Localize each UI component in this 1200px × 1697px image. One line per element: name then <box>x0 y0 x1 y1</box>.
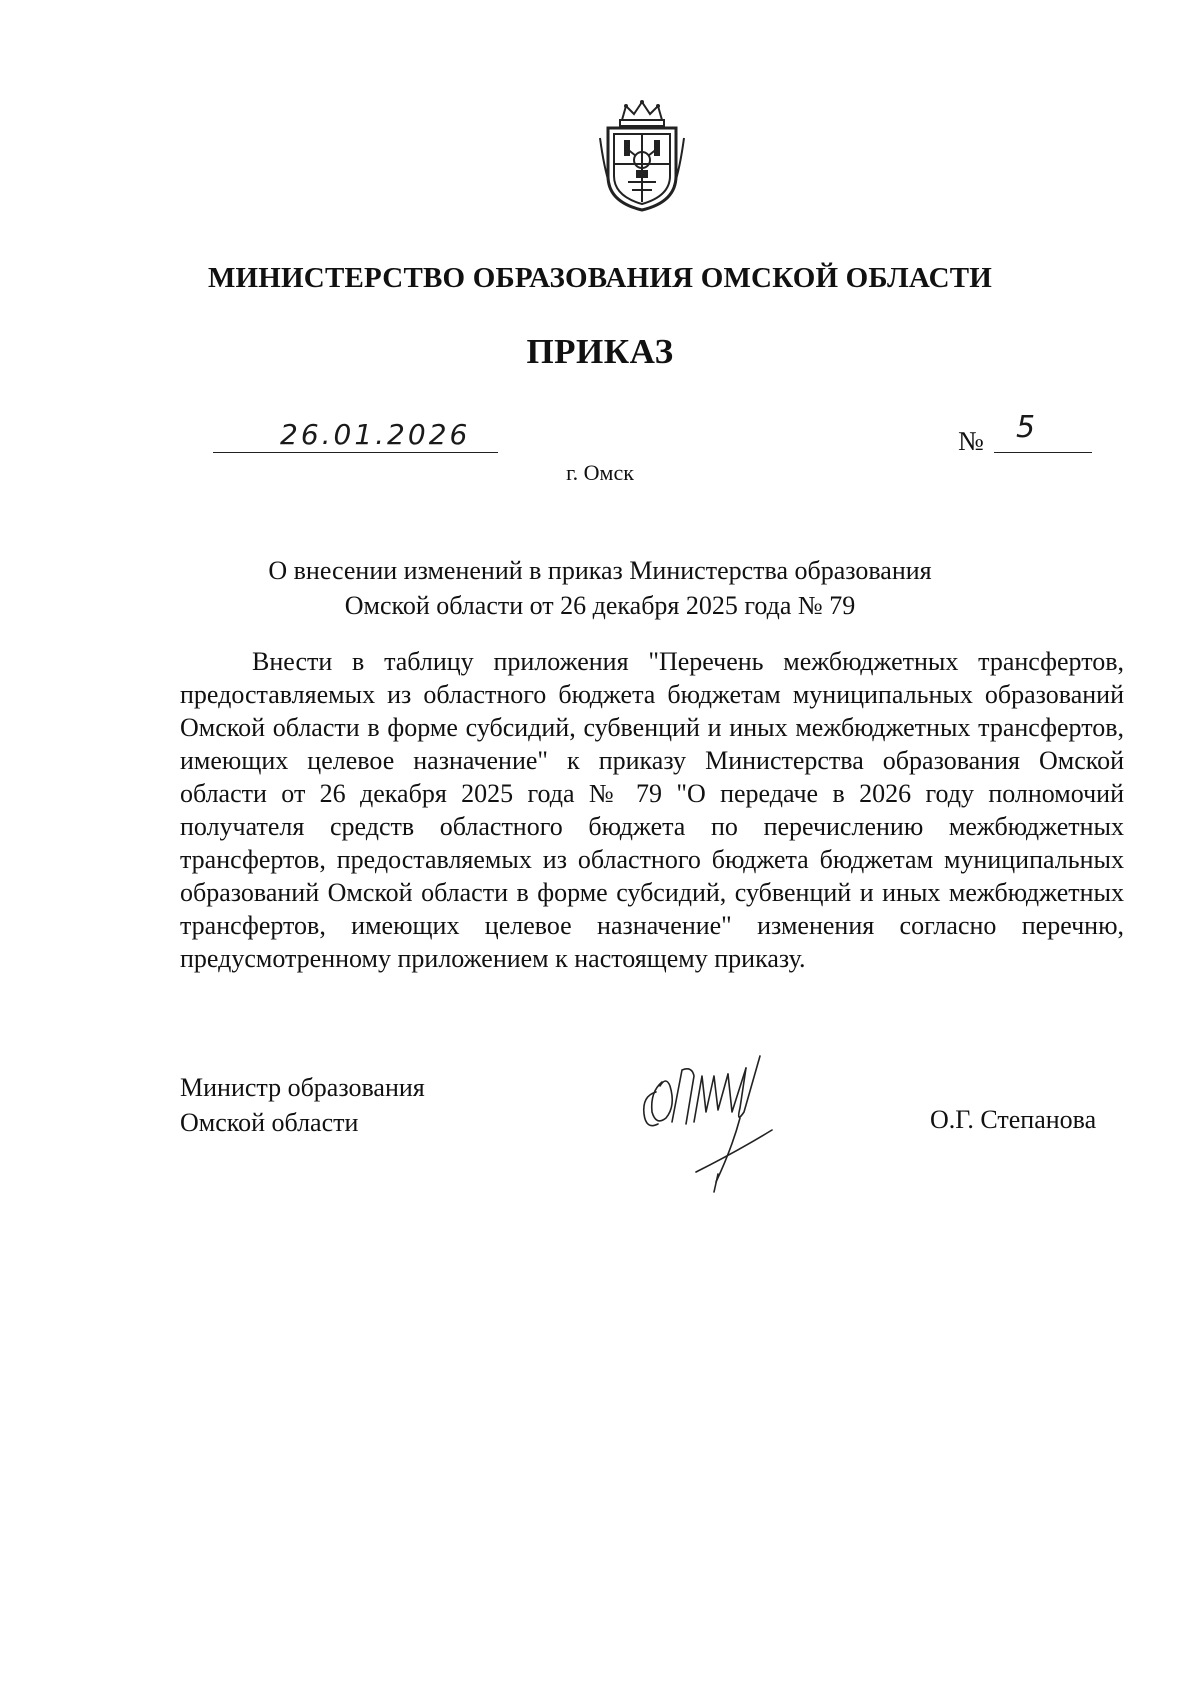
subject-line-2: Омской области от 26 декабря 2025 года № 79 <box>344 591 856 620</box>
coat-of-arms-icon <box>596 98 688 214</box>
order-date: 26.01.2026 <box>280 418 471 451</box>
position-line-1: Министр образования <box>180 1073 425 1102</box>
number-label: № <box>958 426 984 456</box>
subject-line-1: О внесении изменений в приказ Министерства образования <box>268 556 932 585</box>
signatory-position <box>180 1070 425 1140</box>
body-paragraph: Внести в таблицу приложения "Перечень межбюджетных трансфертов, предоставляемых из областного бюджета бюджетам муниципальных образований Омской области в форме субсидий, субвенций и иных межбюджетных трансфертов, имеющих целевое назначение" к приказу Министерства образования Омской области от 26 декабря 2025 года № 79 "О передаче в 2026 году полномочий получателя средств областного бюджета по перечислению межбюджетных трансфертов, предоставляемых из областного бюджета бюджетам муниципальных образований Омской области в форме субсидий, субвенций и иных межбюджетных трансфертов, имеющих целевое назначение" изменения согласно перечню, предусмотренному приложением к настоящему приказу. <box>180 647 1124 973</box>
document-type: ПРИКАЗ <box>526 332 674 371</box>
order-number: 5 <box>1016 410 1036 445</box>
number-underline <box>994 452 1092 453</box>
signer-name: О.Г. Степанова <box>930 1105 1097 1134</box>
position-line-2: Омской области <box>180 1108 359 1137</box>
order-subject <box>180 553 1020 623</box>
date-underline <box>213 452 498 453</box>
ministry-title: МИНИСТЕРСТВО ОБРАЗОВАНИЯ ОМСКОЙ ОБЛАСТИ <box>207 262 993 294</box>
handwritten-signature <box>636 1052 806 1202</box>
city: г. Омск <box>566 460 634 485</box>
